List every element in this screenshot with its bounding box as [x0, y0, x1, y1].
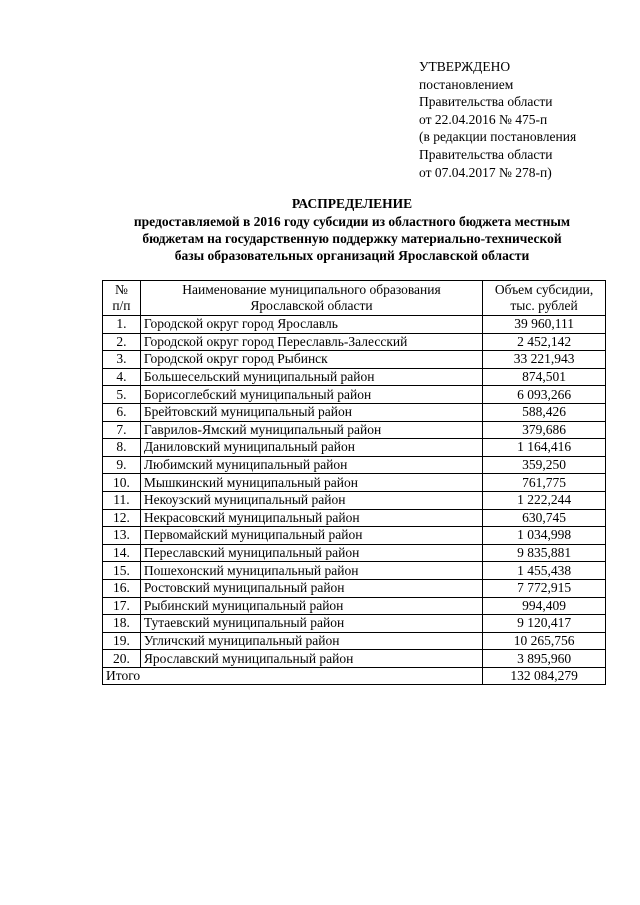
table-row: [103, 351, 606, 369]
table-row: [103, 509, 606, 527]
table-row: [103, 632, 606, 650]
row-municipality: Рыбинский муниципальный район: [140, 597, 482, 615]
row-subsidy: 39 960,111: [483, 316, 606, 334]
document-title: [96, 195, 608, 264]
table-row: [103, 316, 606, 334]
row-number: 14.: [103, 544, 141, 562]
row-subsidy: 7 772,915: [483, 579, 606, 597]
row-municipality: Большесельский муниципальный район: [140, 368, 482, 386]
approval-line: Правительства области: [419, 146, 553, 162]
header-value: Объем субсидии, тыс. рублей: [483, 281, 606, 316]
row-number: 20.: [103, 650, 141, 668]
table-row: [103, 403, 606, 421]
row-municipality: Городской округ город Рыбинск: [140, 351, 482, 369]
row-subsidy: 6 093,266: [483, 386, 606, 404]
row-number: 13.: [103, 527, 141, 545]
row-number: 19.: [103, 632, 141, 650]
row-number: 11.: [103, 491, 141, 509]
approval-line: от 22.04.2016 № 475-п: [419, 111, 548, 127]
row-subsidy: 379,686: [483, 421, 606, 439]
row-subsidy: 588,426: [483, 403, 606, 421]
row-number: 12.: [103, 509, 141, 527]
table-row: [103, 368, 606, 386]
row-number: 3.: [103, 351, 141, 369]
title-line: базы образовательных организаций Ярославской области: [174, 248, 530, 263]
row-municipality: Ярославский муниципальный район: [140, 650, 482, 668]
table-row: [103, 562, 606, 580]
table-row: [103, 474, 606, 492]
table-row: [103, 386, 606, 404]
total-label: Итого: [103, 667, 483, 685]
row-municipality: Пошехонский муниципальный район: [140, 562, 482, 580]
row-subsidy: 10 265,756: [483, 632, 606, 650]
row-municipality: Борисоглебский муниципальный район: [140, 386, 482, 404]
row-municipality: Мышкинский муниципальный район: [140, 474, 482, 492]
table-row: [103, 421, 606, 439]
approval-stamp: [419, 58, 576, 181]
approval-line: УТВЕРЖДЕНО: [419, 59, 511, 74]
table-row: [103, 456, 606, 474]
row-number: 8.: [103, 439, 141, 457]
row-number: 6.: [103, 403, 141, 421]
row-number: 5.: [103, 386, 141, 404]
row-municipality: Даниловский муниципальный район: [140, 439, 482, 457]
table-row: [103, 527, 606, 545]
approval-line: (в редакции постановления: [419, 129, 577, 145]
row-municipality: Брейтовский муниципальный район: [140, 403, 482, 421]
table-row: [103, 544, 606, 562]
row-municipality: Первомайский муниципальный район: [140, 527, 482, 545]
row-municipality: Городской округ город Ярославль: [140, 316, 482, 334]
row-municipality: Некрасовский муниципальный район: [140, 509, 482, 527]
approval-line: от 07.04.2017 № 278-п): [419, 164, 552, 180]
row-subsidy: 1 164,416: [483, 439, 606, 457]
row-subsidy: 1 034,998: [483, 527, 606, 545]
row-subsidy: 761,775: [483, 474, 606, 492]
row-number: 15.: [103, 562, 141, 580]
total-row: [103, 667, 606, 685]
title-line: бюджетам на государственную поддержку материально-технической: [142, 231, 562, 246]
header-name: Наименование муниципального образования Ярославской области: [140, 281, 482, 316]
row-subsidy: 9 120,417: [483, 615, 606, 633]
row-subsidy: 9 835,881: [483, 544, 606, 562]
row-subsidy: 630,745: [483, 509, 606, 527]
row-municipality: Тутаевский муниципальный район: [140, 615, 482, 633]
table-row: [103, 650, 606, 668]
header-num: № п/п: [103, 281, 141, 316]
table-header-row: [103, 281, 606, 316]
row-number: 16.: [103, 579, 141, 597]
total-value: 132 084,279: [483, 667, 606, 685]
table-row: [103, 333, 606, 351]
row-number: 4.: [103, 368, 141, 386]
row-number: 9.: [103, 456, 141, 474]
row-municipality: Городской округ город Переславль-Залесский: [140, 333, 482, 351]
approval-line: постановлением: [419, 76, 514, 92]
row-number: 7.: [103, 421, 141, 439]
row-municipality: Ростовский муниципальный район: [140, 579, 482, 597]
row-number: 17.: [103, 597, 141, 615]
title-line: предоставляемой в 2016 году субсидии из областного бюджета местным: [133, 214, 571, 229]
title-heading: РАСПРЕДЕЛЕНИЕ: [291, 196, 413, 211]
row-subsidy: 359,250: [483, 456, 606, 474]
row-municipality: Переславский муниципальный район: [140, 544, 482, 562]
row-subsidy: 2 452,142: [483, 333, 606, 351]
row-subsidy: 1 222,244: [483, 491, 606, 509]
row-municipality: Угличский муниципальный район: [140, 632, 482, 650]
row-subsidy: 874,501: [483, 368, 606, 386]
row-number: 2.: [103, 333, 141, 351]
row-municipality: Некоузский муниципальный район: [140, 491, 482, 509]
row-subsidy: 3 895,960: [483, 650, 606, 668]
table-row: [103, 615, 606, 633]
approval-line: Правительства области: [419, 94, 553, 110]
row-subsidy: 33 221,943: [483, 351, 606, 369]
row-number: 18.: [103, 615, 141, 633]
row-number: 10.: [103, 474, 141, 492]
subsidy-table: [102, 280, 606, 685]
row-subsidy: 1 455,438: [483, 562, 606, 580]
table-row: [103, 597, 606, 615]
table-row: [103, 439, 606, 457]
row-municipality: Любимский муниципальный район: [140, 456, 482, 474]
row-subsidy: 994,409: [483, 597, 606, 615]
row-municipality: Гаврилов-Ямский муниципальный район: [140, 421, 482, 439]
table-row: [103, 579, 606, 597]
table-row: [103, 491, 606, 509]
row-number: 1.: [103, 316, 141, 334]
